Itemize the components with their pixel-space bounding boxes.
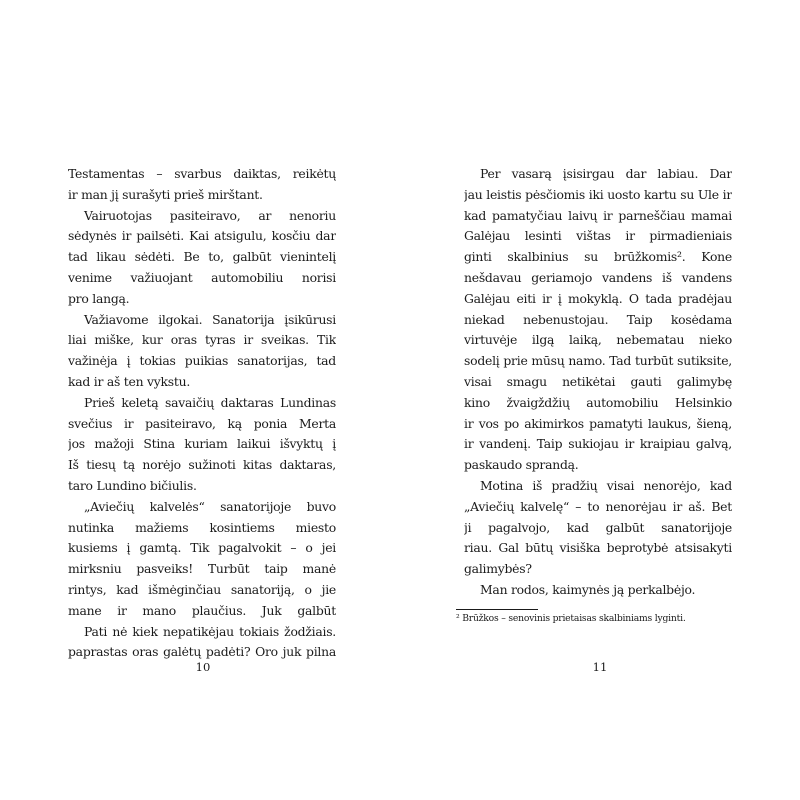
text-line: ir vos po akimirkos pamatyti laukus, šieną, <box>464 415 732 431</box>
text-line: liai miške, kur oras tyras ir sveikas. Tik <box>68 332 336 348</box>
text-line: svečius ir pasiteiravo, ką ponia Merta <box>68 415 336 431</box>
text-line: Man rodos, kaimynės ją perkalbėjo. <box>480 581 696 597</box>
text-line: Pati nė kiek nepatikėjau tokiais žodžiais. <box>84 623 336 639</box>
text-line: mane ir mano plaučius. Juk galbūt <box>68 602 336 618</box>
text-line: ginti skalbinius su brūžkomis². Kone <box>464 249 732 265</box>
text-line: ir man jį surašyti prieš mirštant. <box>68 186 263 202</box>
text-line: jau leistis pėsčiomis iki uosto kartu su Ule ir <box>464 186 732 202</box>
left-page-text <box>68 164 336 663</box>
text-line: kino žvaigždžių automobiliu Helsinkio <box>464 394 732 410</box>
text-line: ir vandenį. Taip sukiojau ir kraipiau galvą, <box>464 436 732 452</box>
text-line: venime važiuojant automobiliu norisi <box>68 269 336 285</box>
text-line: sodelį prie mūsų namo. Tad turbūt sutiksite, <box>464 353 732 369</box>
footnote-divider <box>456 609 538 610</box>
text-line: „Aviečių kalvelės“ sanatorijoje buvo <box>84 498 336 514</box>
text-line: kad pamatyčiau laivų ir parneščiau mamai <box>464 207 732 223</box>
text-line: kusiems į gamtą. Tik pagalvokit – o jei <box>68 540 336 556</box>
page-number-right: 11 <box>592 660 608 674</box>
text-line: Iš tiesų tą norėjo sužinoti kitas daktaras, <box>68 457 336 473</box>
text-line: Važiavome ilgokai. Sanatorija įsikūrusi <box>84 311 336 327</box>
text-line: riau. Gal būtų visiška beprotybė atsisakyti <box>464 540 732 556</box>
text-line: sėdynės ir pailsėti. Kai atsigulu, kosčiu dar <box>68 228 336 244</box>
text-line: galimybės? <box>464 561 532 577</box>
text-line: mirksniu pasveiks! Turbūt taip manė <box>68 561 336 577</box>
page-number-left: 10 <box>195 660 211 674</box>
text-line: tad likau sėdėti. Be to, galbūt vienintelį <box>68 249 336 265</box>
text-line: Galėjau lesinti vištas ir pirmadieniais <box>464 228 732 244</box>
text-line: nešdavau geriamojo vandens iš vandens <box>464 269 732 285</box>
text-line: Vairuotojas pasiteiravo, ar nenoriu <box>84 207 336 223</box>
text-line: paskaudo sprandą. <box>464 457 579 473</box>
text-line: Motina iš pradžių visai nenorėjo, kad <box>480 477 732 493</box>
text-line: nutinka mažiems kosintiems miesto <box>68 519 336 535</box>
text-line: kad ir aš ten vykstu. <box>68 373 191 389</box>
text-line: „Aviečių kalvelę“ – to nenorėjau ir aš. Bet <box>464 498 732 514</box>
right-page-text <box>464 164 732 601</box>
text-line: visai smagu netikėtai gauti galimybę <box>464 373 732 389</box>
text-line: Prieš keletą savaičių daktaras Lundinas <box>84 394 336 410</box>
text-line: paprastas oras galėtų padėti? Oro juk pilna <box>68 644 336 660</box>
text-line: niekad nebenustojau. Taip kosėdama <box>464 311 732 327</box>
text-line: Testamentas – svarbus daiktas, reikėtų <box>68 166 336 181</box>
text-line: jos mažoji Stina kuriam laikui išvyktų į <box>68 436 336 452</box>
text-line: važinėja į tokias puikias sanatorijas, tad <box>68 353 336 369</box>
right-page <box>400 0 800 800</box>
text-line: rintys, kad išmėginčiau sanatoriją, o jie <box>68 581 336 597</box>
text-line: taro Lundino bičiulis. <box>68 477 197 493</box>
footnote: ² Brūžkos – senovinis prietaisas skalbiniams lyginti. <box>456 613 686 624</box>
text-line: Galėjau eiti ir į mokyklą. O tada pradėjau <box>464 290 732 306</box>
text-line: pro langą. <box>68 290 130 306</box>
text-line: Per vasarą įsisirgau dar labiau. Dar <box>480 166 732 181</box>
text-line: virtuvėje ilgą laiką, nebematau nieko <box>464 332 732 348</box>
text-line: ji pagalvojo, kad galbūt sanatorijoje <box>464 519 732 535</box>
